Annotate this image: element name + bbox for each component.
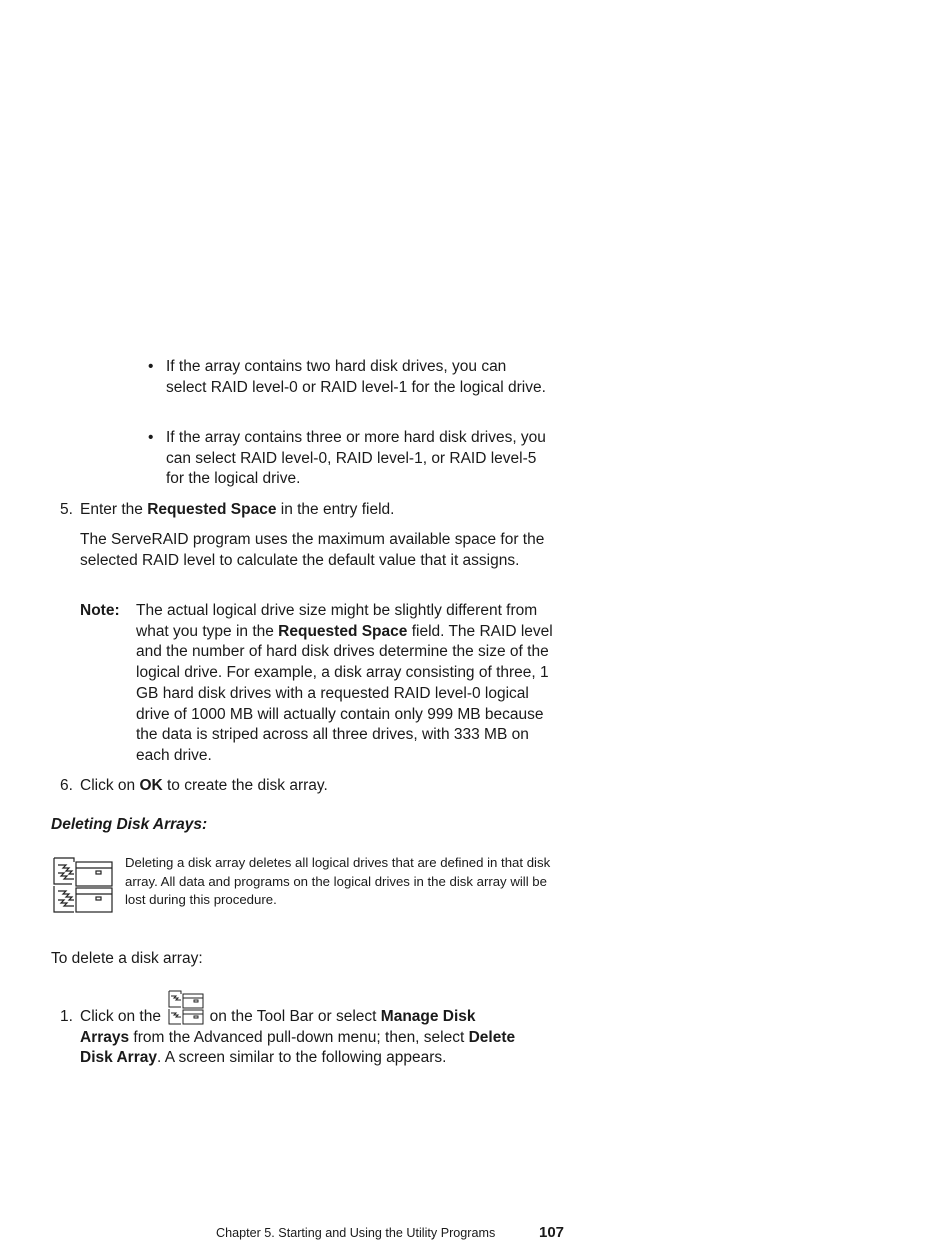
bullet-dot: •	[148, 358, 154, 375]
manage-disk-arrays-icon	[165, 1008, 205, 1028]
warning-text: Deleting a disk array deletes all logical drives that are defined in that disk array. All data and programs on the logical drives in the disk array will be lost during this procedure.	[125, 855, 551, 908]
step-1	[60, 992, 580, 1072]
serveraid-paragraph: The ServeRAID program uses the maximum available space for the selected RAID level to calculate the default value that it assigns.	[80, 531, 545, 569]
page-number: 107	[539, 1224, 565, 1241]
step-number: 1.	[60, 1008, 73, 1025]
step-text: Enter the Requested Space in the entry field.	[80, 501, 395, 518]
bullet-item-two-drives	[148, 357, 568, 419]
step-text-line-2: Arrays from the Advanced pull-down menu; then, select Delete	[80, 1029, 516, 1046]
footer-chapter: Chapter 5. Starting and Using the Utility Programs	[216, 1226, 496, 1240]
bullet-item-three-drives	[148, 428, 568, 490]
step-text: Click on OK to create the disk array.	[80, 777, 328, 794]
disk-array-warning-icon	[52, 856, 114, 914]
step-text-line-1: Click on the on the Tool Bar or select Manage Disk	[80, 1007, 476, 1028]
bullet-text: If the array contains three or more hard disk drives, you can select RAID level-0, RAID level-1, or RAID level-5 for the logical drive.	[166, 429, 546, 488]
step-number: 6.	[60, 777, 73, 794]
note-label: Note:	[80, 602, 120, 619]
step-number: 5.	[60, 501, 73, 518]
to-delete-intro: To delete a disk array:	[51, 950, 203, 967]
note-text: The actual logical drive size might be slightly different from what you type in the Requested Space field. The RAID level and the number of hard disk drives determine the size of the logical drive. For example, a disk array consisting of three, 1 GB hard disk drives with a requested RAID level-0 logical drive of 1000 MB will actually contain only 999 MB because the data is striped across all three drives, with 333 MB on each drive.	[136, 602, 553, 764]
bullet-dot: •	[148, 429, 154, 446]
section-heading: Deleting Disk Arrays:	[51, 816, 208, 833]
bullet-text: If the array contains two hard disk drives, you can select RAID level-0 or RAID level-1 for the logical drive.	[166, 358, 546, 396]
step-text-line-3: Disk Array. A screen similar to the following appears.	[80, 1049, 447, 1066]
